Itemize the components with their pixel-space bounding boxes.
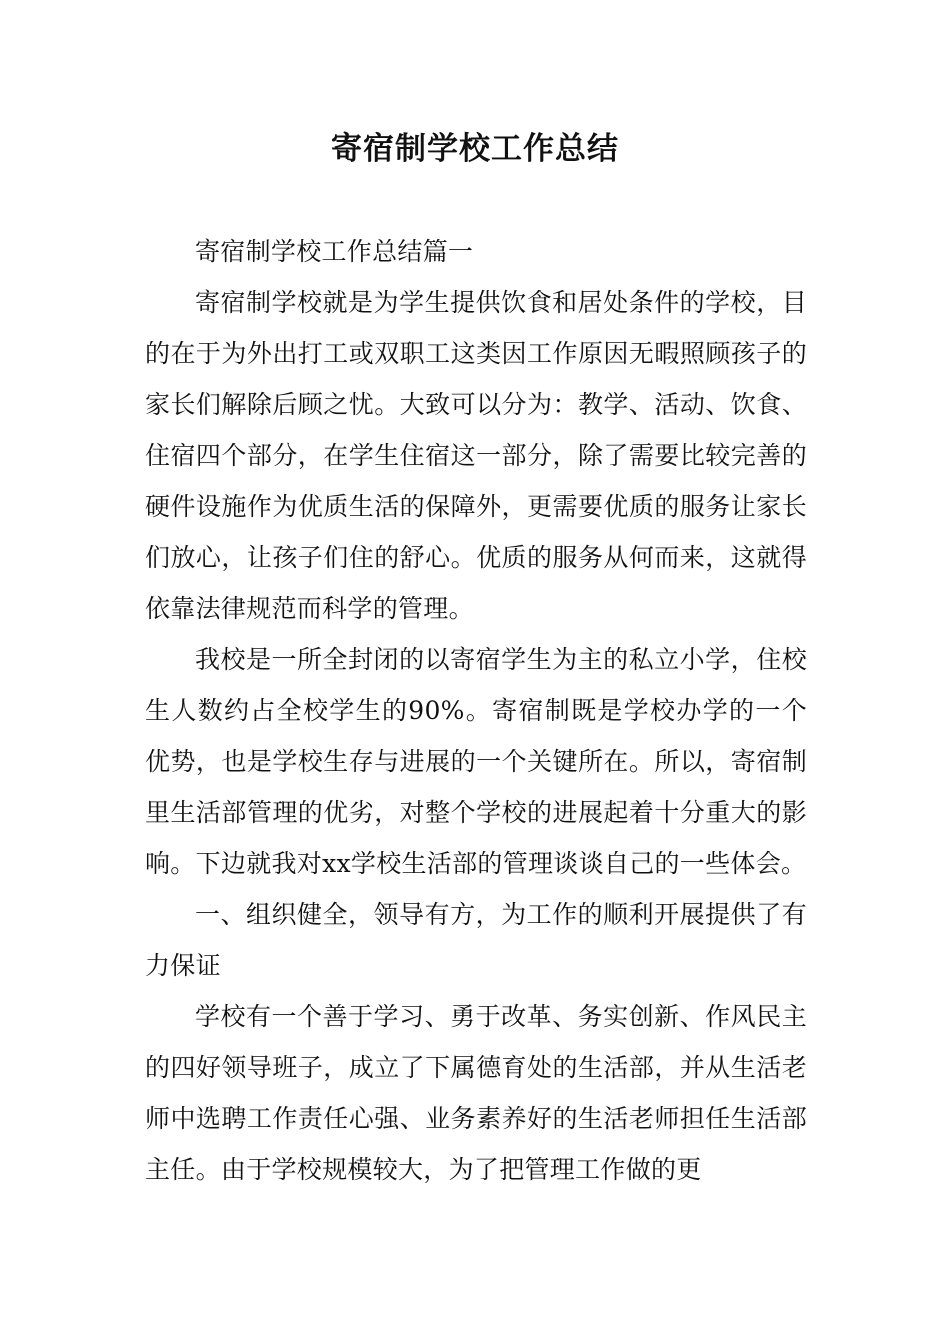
document-title: 寄宿制学校工作总结 (331, 131, 619, 167)
paragraph: 寄宿制学校就是为学生提供饮食和居处条件的学校，目的在于为外出打工或双职工这类因工作原因无暇照顾孩子的家长们解除后顾之忧。大致可以分为：教学、活动、饮食、住宿四个部分，在学生住宿这一部分，除了需要比较完善的硬件设施作为优质生活的保障外，更需要优质的服务让家长们放心，让孩子们住的舒心。优质的服务从何而来，这就得依靠法律规范而科学的管理。 (145, 288, 807, 623)
document-body (145, 226, 807, 1195)
section-heading: 寄宿制学校工作总结篇一 (195, 237, 474, 266)
subsection-heading: 一、组织健全，领导有方，为工作的顺利开展提供了有力保证 (145, 900, 807, 980)
paragraph: 我校是一所全封闭的以寄宿学生为主的私立小学，住校生人数约占全校学生的90%。寄宿制既是学校办学的一个优势，也是学校生存与进展的一个关键所在。所以，寄宿制里生活部管理的优劣，对整个学校的进展起着十分重大的影响。下边就我对xx学校生活部的管理谈谈自己的一些体会。 (145, 645, 807, 878)
paragraph: 学校有一个善于学习、勇于改革、务实创新、作风民主的四好领导班子，成立了下属德育处的生活部，并从生活老师中选聘工作责任心强、业务素养好的生活老师担任生活部主任。由于学校规模较大，为了把管理工作做的更 (145, 1002, 807, 1184)
